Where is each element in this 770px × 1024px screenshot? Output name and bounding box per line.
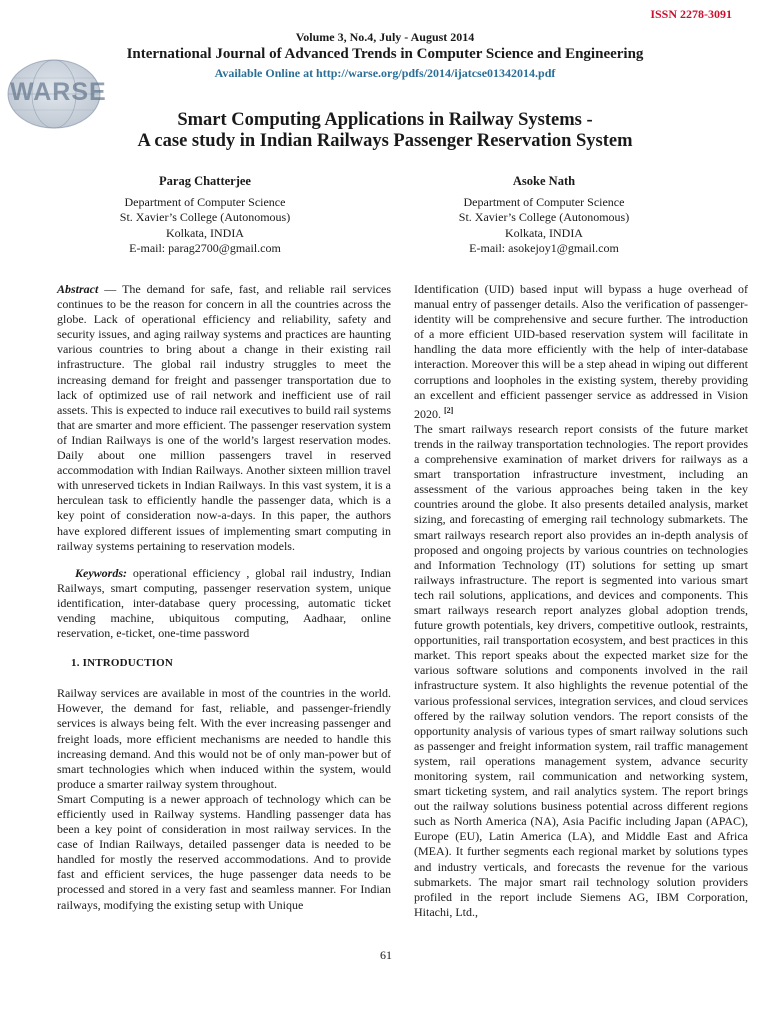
author-block xyxy=(40,174,370,256)
issn-label: ISSN 2278-3091 xyxy=(650,7,732,21)
keywords-text: operational efficiency , global rail industry, Indian Railways, smart computing, passenger reservation system, unique identification, inter-database query processing, automatic ticket vending machine, ubiquitous computing, Aadhaar, online reservation, e-ticket, one-time password xyxy=(57,565,391,641)
logo-text: WARSE xyxy=(10,78,107,106)
abstract-dash: — xyxy=(98,282,123,296)
left-column xyxy=(57,282,391,913)
keywords-paragraph xyxy=(57,566,391,641)
paper-title xyxy=(0,110,770,152)
author-city: Kolkata, INDIA xyxy=(505,225,583,240)
body-text: Identification (UID) based input will bypass a huge overhead of manual entry of passenger details. Also the verification of passenger-identity will be comprehensive and secure further. The introduction of a more efficient UID-based reservation system will facilitate in handling the data more efficiently with the help of inter-database interaction. Moreover this will be a step ahead in wiping out different corruptions and loopholes in the existing system, thereby providing an excellent and efficient passenger service as addressed in Vision 2020. xyxy=(414,282,748,421)
title-line-1: Smart Computing Applications in Railway Systems - xyxy=(177,110,593,130)
author-name: Asoke Nath xyxy=(512,174,576,188)
section-heading: 1. INTRODUCTION xyxy=(71,657,174,670)
author-email[interactable]: E-mail: asokejoy1@gmail.com xyxy=(469,240,619,255)
journal-title: International Journal of Advanced Trends in Computer Science and Engineering xyxy=(126,46,644,62)
author-department: Department of Computer Science xyxy=(463,195,625,210)
author-city: Kolkata, INDIA xyxy=(166,225,244,240)
abstract-text: The demand for safe, fast, and reliable rail services continues to be the reason for concern in all the countries across the globe. Lack of operational efficiency and reliability, safety and security issues, and aging railway systems and practices are haunting various countries to bring about a change in their existing rail infrastructure. The global rail industry struggles to meet the increasing demand for freight and passenger transportation due to lack of optimized use of rail network and inefficient use of rail assets. This is expected to induce rail executives to build rail systems that are smarter and more efficient. The passenger reservation system of Indian Railways is one of the world’s largest reservation modes. Daily about one million passengers travel in reserved accommodation with Indian Railways. Another sixteen million travel with unreserved tickets in Indian Railways. In this vast system, it is a herculean task to efficiently handle the passenger data, which is a key point of consideration now-a-days. In this paper, the authors have explored different issues of implementing smart computing in railway systems pertaining to reservation models. xyxy=(57,282,391,553)
reference-marker[interactable]: [2] xyxy=(444,405,454,415)
keywords-label: Keywords: xyxy=(75,565,127,580)
right-column xyxy=(414,282,748,920)
body-paragraph xyxy=(414,282,748,422)
author-college: St. Xavier’s College (Autonomous) xyxy=(119,210,291,225)
title-line-2: A case study in Indian Railways Passenger Reservation System xyxy=(137,131,633,151)
author-block xyxy=(379,174,709,256)
body-paragraph: The smart railways research report consists of the future market trends in the railway transportation technologies. The report provides a comprehensive examination of market drivers for railways as a smart transportation infrastructure investment, including an assessment of the various approaches being taken in the key countries around the globe. It also presents detailed analysis, market sizing, and forecasting of emerging rail technology submarkets. The smart railways research report also provides an in-depth analysis of proposed and ongoing projects by various countries on technologies and Information Technology (IT) solutions for setting up smart railways infrastructure. The report is segmented into various smart tech rail solutions, applications, and devices and components. This smart railways research report analyzes global adoption trends, future growth potentials, key drivers, competitive outlook, restraints, opportunities, rail transportation ecosystem, and best practices in this market. This report speaks about the expected market size for the various software solutions and components involved in the rail infrastructure system. It also highlights the revenue potential of the various professional services, integration services, and cloud services offered by the railway solution vendors. The report consists of the opportunity analysis of various types of smart railway solutions such as passenger and freight information system, rail traffic management system, rail operations management system, advance security monitoring system, rail communication and networking system, smart ticketing system, and rail analytics system. The report brings out the railway solutions business potential across different regions such as North America (NA), Asia Pacific including Japan (APAC), Europe (EU), Latin America (LA), and Middle East and Africa (MEA). It further segments each regional market by solutions types and industry verticals, and forecasts the revenue for the various submarkets. The major smart rail technology solution providers profiled in the report include Siemens AG, IBM Corporation, Hitachi, Ltd., xyxy=(414,421,748,919)
availability-link[interactable]: Available Online at http://warse.org/pdfs/2014/ijatcse01342014.pdf xyxy=(214,66,556,80)
abstract-paragraph xyxy=(57,282,391,554)
volume-info: Volume 3, No.4, July - August 2014 xyxy=(295,30,475,44)
author-email[interactable]: E-mail: parag2700@gmail.com xyxy=(129,240,281,255)
author-name: Parag Chatterjee xyxy=(159,174,251,188)
page-number: 61 xyxy=(380,948,392,962)
intro-paragraph: Smart Computing is a newer approach of technology which can be efficiently used in Railway systems. Handling passenger data has been a key point of consideration in most railway services. In the case of Indian Railways, detailed passenger data is needed to be handled for mostly the reserved accommodations. And to provide fast and efficient services, the huge passenger data needs to be processed and stored in a very fast and seamless manner. For Indian railways, modifying the existing setup with Unique xyxy=(57,791,391,912)
author-college: St. Xavier’s College (Autonomous) xyxy=(458,210,630,225)
author-department: Department of Computer Science xyxy=(124,195,286,210)
intro-paragraph: Railway services are available in most of the countries in the world. However, the demand for fast, reliable, and passenger-friendly services is always being felt. With the ever increasing passenger and freight loads, more efficient mechanisms are needed to handle this increasing demand. And this would not be of only man-power but of smart technologies which when induced within the system, would produce a smarter railway system throughout. xyxy=(57,686,391,791)
abstract-label: Abstract xyxy=(57,282,99,296)
